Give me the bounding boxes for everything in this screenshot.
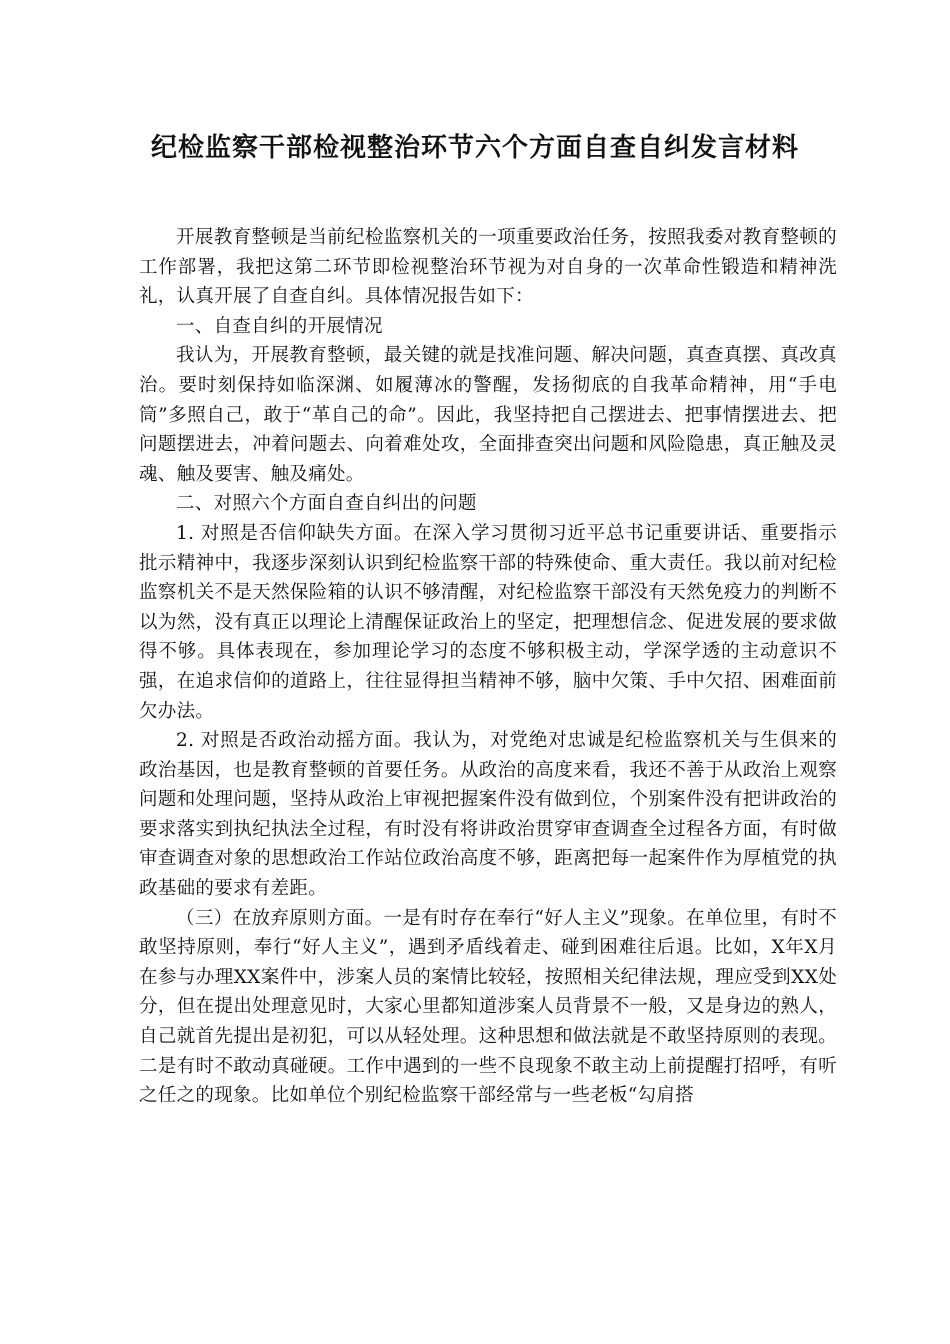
section-heading-1: 一、自查自纠的开展情况 [176, 315, 383, 337]
body-paragraph: 1. 对照是否信仰缺失方面。在深入学习贯彻习近平总书记重要讲话、重要指示批示精神中，我逐步深刻认识到纪检监察干部的特殊使命、重大责任。我以前对纪检监察机关不是天然保险箱的认识不够清醒，对纪检监察干部没有天然免疫力的判断不以为然，没有真正以理论上清醒保证政治上的坚定，把理想信念、促进发展的要求做得不够。具体表现在，参加理论学习的态度不够积极主动，学深学透的主动意识不强，在追求信仰的道路上，往往显得担当精神不够，脑中欠策、手中欠招、困难面前欠办法。 [139, 522, 837, 722]
document-body [139, 223, 837, 1111]
document-title: 纪检监察干部检视整治环节六个方面自查自纠发言材料 [150, 133, 799, 163]
body-paragraph: （三）在放弃原则方面。一是有时存在奉行“好人主义”现象。在单位里，有时不敢坚持原则，奉行“好人主义”，遇到矛盾线着走、碰到困难往后退。比如，X年X月在参与办理XX案件中，涉案人员的案情比较轻，按照相关纪律法规，理应受到XX处分，但在提出处理意见时，大家心里都知道涉案人员背景不一般，又是身边的熟人，自己就首先提出是初犯，可以从轻处理。这种思想和做法就是不敢坚持原则的表现。二是有时不敢动真碰硬。工作中遇到的一些不良现象不敢主动上前提醒打招呼，有听之任之的现象。比如单位个别纪检监察干部经常与一些老板“勾肩搭 [139, 907, 837, 1107]
section-heading-2: 二、对照六个方面自查自纠出的问题 [176, 493, 477, 515]
body-paragraph: 我认为，开展教育整顿，最关键的就是找准问题、解决问题，真查真摆、真改真治。要时刻保持如临深渊、如履薄冰的警醒，发扬彻底的自我革命精神，用“手电筒”多照自己，敢于“革自己的命”。因此，我坚持把自己摆进去、把事情摆进去、把问题摆进去，冲着问题去、向着难处攻，全面排查突出问题和风险隐患，真正触及灵魂、触及要害、触及痛处。 [139, 345, 837, 485]
intro-paragraph: 开展教育整顿是当前纪检监察机关的一项重要政治任务，按照我委对教育整顿的工作部署，我把这第二环节即检视整治环节视为对自身的一次革命性锻造和精神洗礼，认真开展了自查自纠。具体情况报告如下： [139, 227, 837, 308]
body-paragraph: 2. 对照是否政治动摇方面。我认为，对党绝对忠诚是纪检监察机关与生俱来的政治基因，也是教育整顿的首要任务。从政治的高度来看，我还不善于从政治上观察问题和处理问题，坚持从政治上审视把握案件没有做到位，个别案件没有把讲政治的要求落实到执纪执法全过程，有时没有将讲政治贯穿审查调查全过程各方面，有时做审查调查对象的思想政治工作站位政治高度不够，距离把每一起案件作为厚植党的执政基础的要求有差距。 [139, 730, 837, 900]
